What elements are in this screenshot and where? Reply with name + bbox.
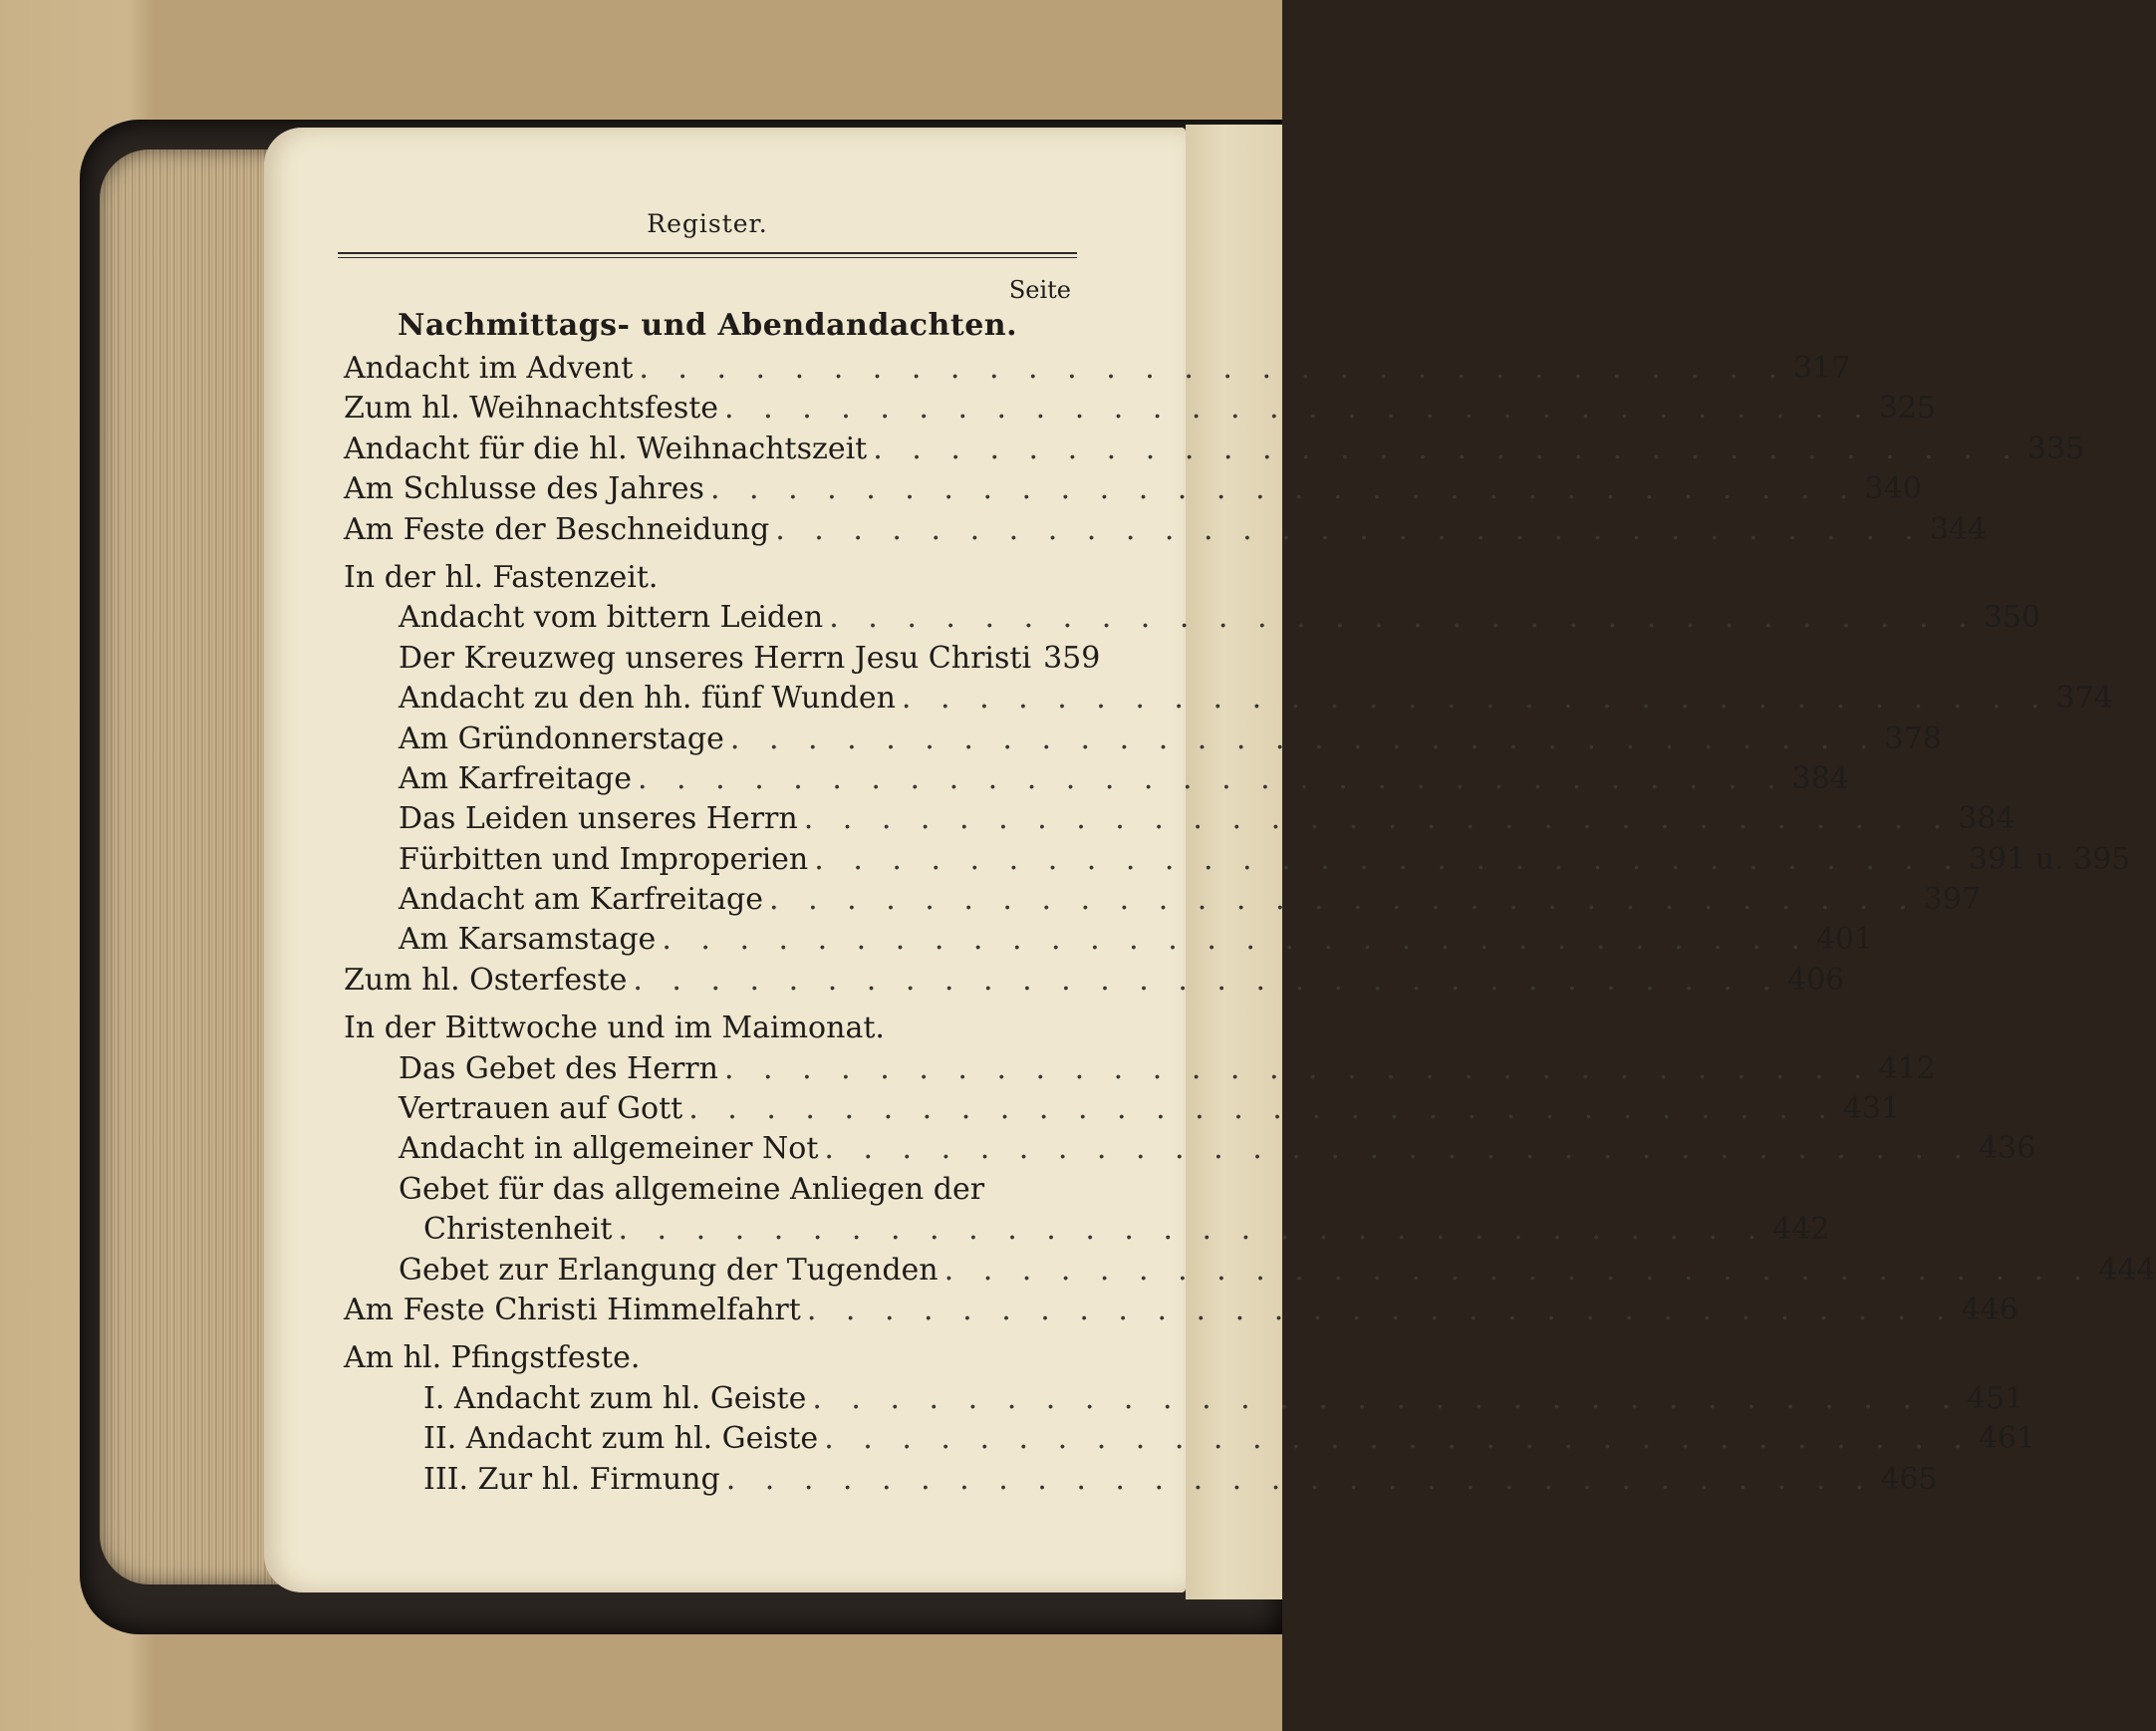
section-title: Nachmittags- und Abendandachten. <box>397 308 1018 343</box>
toc-entry-title: Andacht am Karfreitage <box>399 882 763 918</box>
toc-entry <box>344 1089 1901 1129</box>
toc-leader-dots: . . . . . . . . . . . . . . . . . . . . . . . . . . . . . . <box>729 721 1879 756</box>
toc-entry-page: 378 <box>1884 721 1942 756</box>
toc-entry-title: Christenheit <box>423 1212 613 1248</box>
toc-entry-page: 461 <box>1978 1421 2036 1457</box>
toc-entry <box>344 1049 1936 1089</box>
toc-entry-page: 446 <box>1961 1292 2019 1327</box>
toc-leader-dots: . . . . . . . . . . . . . . . . . . . . . . . . . . . . . . <box>769 882 1918 918</box>
toc-entry <box>344 598 2041 638</box>
toc-entry <box>344 349 1851 389</box>
toc-entry-title: Am Gründonnerstage <box>399 721 724 756</box>
toc-entry <box>344 430 2085 469</box>
toc-entry-title: Zum hl. Weihnachtsfeste <box>344 391 719 427</box>
toc-entry-title: Andacht in allgemeiner Not <box>399 1131 819 1167</box>
toc-entry-page: 451 <box>1966 1380 2024 1416</box>
toc-leader-dots: . . . . . . . . . . . . . . . . . . . . . . . . . . . . . . <box>814 841 1963 877</box>
toc-leader-dots: . . . . . . . . . . . . . . . . . . . . . . . . . . . . . . <box>688 1091 1837 1127</box>
toc-entry <box>344 799 2016 839</box>
toc-leader-dots: . . . . . . . . . . . . . . . . . . . . . . . . . . . . . . <box>943 1252 2093 1288</box>
toc-entry-title: Gebet zur Erlangung der Tugenden <box>399 1252 939 1288</box>
running-head: Register. <box>647 209 768 238</box>
toc-entry-title: Andacht zu den hh. fünf Wunden <box>399 681 896 717</box>
page-edges <box>100 149 289 1585</box>
header-rule <box>338 252 1077 258</box>
toc-entry <box>344 1460 1938 1500</box>
toc-entry <box>344 720 1942 759</box>
toc-leader-dots: . . . . . . . . . . . . . . . . . . . . . . . . . . . . . . <box>662 922 1810 958</box>
toc-entry-page: 436 <box>1979 1131 2036 1167</box>
toc-leader-dots: . . . . . . . . . . . . . . . . . . . . . . . . . . . . . . <box>709 471 1859 507</box>
toc-entry-title: Am Feste der Beschneidung <box>344 511 770 547</box>
toc-leader-dots: . . . . . . . . . . . . . . . . . . . . . . . . . . . . . . <box>775 511 1924 547</box>
toc-entry <box>344 1210 1830 1250</box>
toc-entry-page: 359 <box>1043 640 1101 676</box>
toc-entry <box>344 1291 2019 1330</box>
toc-entry-page: 401 <box>1815 922 1874 958</box>
toc-leader-dots: . . . . . . . . . . . . . . . . . . . . . . . . . . . . . . <box>618 1212 1767 1248</box>
toc-entry-title: Fürbitten und Improperien <box>399 841 809 877</box>
toc-entry-page: 412 <box>1878 1050 1936 1086</box>
toc-entry-page: 384 <box>1791 760 1849 796</box>
toc-leader-dots: . . . . . . . . . . . . . . . . . . . . . . . . . . . . . . <box>803 801 1953 837</box>
toc-entry <box>344 880 1981 920</box>
toc-entry <box>344 679 2113 719</box>
toc-entry-title: Vertrauen auf Gott <box>399 1091 683 1127</box>
toc-entry-page: 317 <box>1792 351 1851 386</box>
toc-entry <box>344 558 1071 598</box>
toc-entry <box>344 1419 2036 1459</box>
toc-entry-title: Am Schlusse des Jahres <box>344 471 704 507</box>
toc-entry <box>344 920 1874 960</box>
toc-leader-dots: . . . . . . . . . . . . . . . . . . . . . . . . . . . . . . <box>812 1380 1961 1416</box>
toc-leader-dots: . . . . . . . . . . . . . . . . . . . . . . . . . . . . . . <box>824 1421 1973 1457</box>
toc-entry <box>344 1170 1071 1210</box>
toc-entry <box>344 389 1936 429</box>
page-content <box>344 209 2156 1500</box>
toc-leader-dots: . . . . . . . . . . . . . . . . . . . . . . . . . . . . . . <box>633 962 1781 998</box>
toc-entry-page: 391 u. 395 <box>1968 841 2131 877</box>
toc-entry-title: Am Karfreitage <box>399 760 632 796</box>
toc-entry <box>344 759 1849 799</box>
toc-entry <box>344 1379 2024 1419</box>
toc-leader-dots: . . . . . . . . . . . . . . . . . . . . . . . . . . . . . . <box>806 1292 1956 1327</box>
toc-entry <box>344 510 1988 550</box>
toc-entry-page: 397 <box>1923 882 1981 918</box>
toc-leader-dots: . . . . . . . . . . . . . . . . . . . . . . . . . . . . . . <box>637 760 1786 796</box>
toc-entry-title: In der Bittwoche und im Maimonat. <box>344 1010 885 1046</box>
toc-entry-title: Das Leiden unseres Herrn <box>399 801 798 837</box>
toc-entry-page: 374 <box>2055 681 2113 717</box>
toc-entry-page: 431 <box>1842 1091 1901 1127</box>
toc-entry-title: I. Andacht zum hl. Geiste <box>423 1380 807 1416</box>
toc-entry <box>344 961 1845 1001</box>
toc-entry <box>344 1251 2156 1291</box>
toc-entry-title: Der Kreuzweg unseres Herrn Jesu Christi <box>399 640 1032 676</box>
toc-leader-dots: . . . . . . . . . . . . . . . . . . . . . . . . . . . . . . <box>724 391 1873 427</box>
page-column-label: Seite <box>1008 276 1071 304</box>
toc-entry <box>344 1129 2036 1169</box>
toc-entry <box>344 840 2131 880</box>
toc-entry-title: Das Gebet des Herrn <box>399 1050 718 1086</box>
toc-leader-dots: . . . . . . . . . . . . . . . . . . . . . . . . . . . . . . <box>725 1461 1875 1497</box>
toc-leader-dots: . . . . . . . . . . . . . . . . . . . . . . . . . . . . . . <box>723 1050 1873 1086</box>
toc-leader-dots: . . . . . . . . . . . . . . . . . . . . . . . . . . . . . . <box>639 351 1787 386</box>
toc-entry-page: 465 <box>1880 1461 1938 1497</box>
toc-entry-page: 335 <box>2026 431 2085 466</box>
toc-entry-title: Zum hl. Osterfeste <box>344 962 628 998</box>
toc-entry-page: 344 <box>1929 511 1988 547</box>
toc-entry-title: Andacht für die hl. Weihnachtszeit <box>344 431 868 466</box>
table-of-contents <box>344 349 2156 1500</box>
toc-leader-dots: . . . . . . . . . . . . . . . . . . . . . . . . . . . . . . <box>829 600 1978 636</box>
toc-entry <box>344 469 1922 509</box>
toc-entry-page: 444 <box>2098 1252 2156 1288</box>
toc-entry-title: Gebet für das allgemeine Anliegen der <box>399 1171 985 1207</box>
toc-leader-dots: . . . . . . . . . . . . . . . . . . . . . . . . . . . . . . <box>824 1131 1974 1167</box>
toc-entry <box>344 1338 1071 1378</box>
toc-entry-title: Andacht vom bittern Leiden <box>399 600 824 636</box>
toc-entry-page: 384 <box>1958 801 2016 837</box>
toc-leader-dots: . . . . . . . . . . . . . . . . . . . . . . . . . . . . . . <box>901 681 2050 717</box>
toc-entry-page: 340 <box>1864 471 1922 507</box>
toc-entry-title: III. Zur hl. Firmung <box>423 1461 720 1497</box>
toc-entry <box>344 1009 1071 1048</box>
toc-entry-page: 350 <box>1983 600 2041 636</box>
toc-entry-title: Andacht im Advent <box>344 351 634 386</box>
toc-leader-dots: . . . . . . . . . . . . . . . . . . . . . . . . . . . . . . <box>873 431 2021 466</box>
toc-entry-title: Am Feste Christi Himmelfahrt <box>344 1292 801 1327</box>
toc-entry-page: 325 <box>1878 391 1936 427</box>
toc-entry-title: II. Andacht zum hl. Geiste <box>423 1421 819 1457</box>
toc-entry-page: 442 <box>1772 1212 1830 1248</box>
toc-entry-title: Am hl. Pfingstfeste. <box>344 1340 641 1376</box>
toc-entry <box>344 639 1101 679</box>
toc-entry-title: In der hl. Fastenzeit. <box>344 559 659 595</box>
toc-entry-title: Am Karsamstage <box>399 922 657 958</box>
toc-entry-page: 406 <box>1786 962 1845 998</box>
